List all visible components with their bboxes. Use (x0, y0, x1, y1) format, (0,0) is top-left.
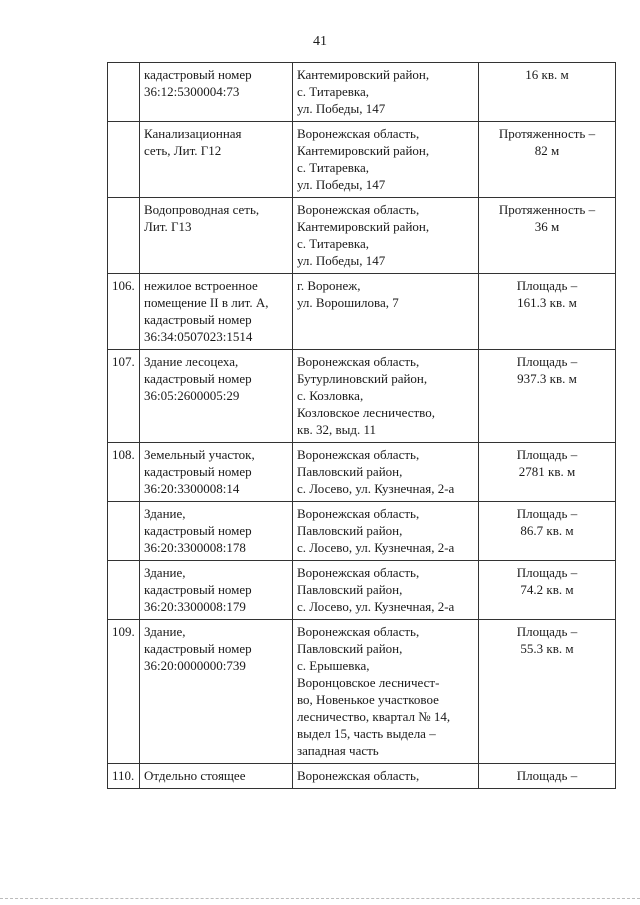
address-cell (293, 620, 479, 764)
area-line: 36 м (534, 219, 560, 234)
area-cell (479, 502, 616, 561)
area-cell (479, 620, 616, 764)
area-line: Площадь – (516, 506, 578, 521)
area-line: 86.7 кв. м (520, 523, 574, 538)
address-line: Воронежская область, (297, 565, 420, 580)
table-row (108, 561, 616, 620)
address-cell (293, 198, 479, 274)
object-line: Водопроводная сеть, (144, 202, 260, 217)
area-line: Площадь – (516, 354, 578, 369)
row-number-cell (108, 198, 140, 274)
address-line: Кантемировский район, (297, 219, 430, 234)
address-line: г. Воронеж, (297, 278, 361, 293)
row-number-cell (108, 561, 140, 620)
row-number-cell (108, 122, 140, 198)
address-line: Павловский район, (297, 464, 403, 479)
address-line: с. Лосево, ул. Кузнечная, 2-а (297, 540, 455, 555)
row-number-cell (108, 502, 140, 561)
scan-artifact-line (0, 898, 640, 900)
address-line: Воронежская область, (297, 202, 420, 217)
table-row (108, 620, 616, 764)
row-number-cell: 110. (108, 764, 140, 789)
object-cell (140, 764, 293, 789)
object-line: Канализационная (144, 126, 242, 141)
row-number-cell: 107. (108, 350, 140, 443)
row-number-cell: 109. (108, 620, 140, 764)
address-line: Воронежская область, (297, 506, 420, 521)
area-line: 16 кв. м (525, 67, 569, 82)
address-line: кв. 32, выд. 11 (297, 422, 376, 437)
area-line: Площадь – (516, 447, 578, 462)
address-cell (293, 764, 479, 789)
address-line: с. Лосево, ул. Кузнечная, 2-а (297, 481, 455, 496)
area-line: 82 м (534, 143, 560, 158)
object-line: кадастровый номер (144, 67, 252, 82)
address-line: Воронежская область, (297, 624, 420, 639)
page-number: 41 (313, 34, 327, 49)
object-cell (140, 274, 293, 350)
object-cell (140, 63, 293, 122)
table-row (108, 350, 616, 443)
address-line: ул. Победы, 147 (297, 177, 386, 192)
row-number-cell: 106. (108, 274, 140, 350)
area-line: Площадь – (516, 768, 578, 783)
address-line: с. Козловка, (297, 388, 364, 403)
object-line: нежилое встроенное (144, 278, 258, 293)
object-line: 36:12:5300004:73 (144, 84, 240, 99)
address-cell (293, 561, 479, 620)
object-line: кадастровый номер (144, 464, 252, 479)
address-line: ул. Ворошилова, 7 (297, 295, 399, 310)
area-line: Площадь – (516, 278, 578, 293)
area-cell (479, 443, 616, 502)
object-line: сеть, Лит. Г12 (144, 143, 222, 158)
object-cell (140, 620, 293, 764)
address-line: с. Лосево, ул. Кузнечная, 2-а (297, 599, 455, 614)
area-line: 937.3 кв. м (517, 371, 577, 386)
table-row (108, 198, 616, 274)
area-line: 74.2 кв. м (520, 582, 574, 597)
object-line: 36:34:0507023:1514 (144, 329, 253, 344)
object-cell (140, 350, 293, 443)
object-line: помещение II в лит. А, (144, 295, 269, 310)
address-line: с. Ерышевка, (297, 658, 370, 673)
table-row (108, 502, 616, 561)
address-line: с. Титаревка, (297, 160, 370, 175)
area-line: Площадь – (516, 624, 578, 639)
address-line: Воронежская область, (297, 447, 420, 462)
address-line: западная часть (297, 743, 379, 758)
address-line: с. Титаревка, (297, 84, 370, 99)
table-row (108, 274, 616, 350)
row-number-cell (108, 63, 140, 122)
address-line: Воронежская область, (297, 354, 420, 369)
address-cell (293, 274, 479, 350)
object-line: Земельный участок, (144, 447, 255, 462)
object-line: 36:20:3300008:14 (144, 481, 240, 496)
address-line: лесничество, квартал № 14, (297, 709, 451, 724)
address-line: Павловский район, (297, 523, 403, 538)
table-row (108, 764, 616, 789)
address-line: выдел 15, часть выдела – (297, 726, 436, 741)
object-line: Здание, (144, 565, 186, 580)
area-line: Протяженность – (498, 202, 596, 217)
address-cell (293, 443, 479, 502)
address-line: во, Новенькое участковое (297, 692, 439, 707)
address-cell (293, 63, 479, 122)
area-line: 2781 кв. м (518, 464, 576, 479)
object-line: Здание, (144, 624, 186, 639)
area-cell (479, 561, 616, 620)
row-number-cell: 108. (108, 443, 140, 502)
object-cell (140, 443, 293, 502)
address-cell (293, 502, 479, 561)
object-line: 36:20:0000000:739 (144, 658, 246, 673)
table-body (108, 63, 616, 789)
object-line: кадастровый номер (144, 641, 252, 656)
table-row (108, 443, 616, 502)
object-line: Отдельно стоящее (144, 768, 246, 783)
object-cell (140, 198, 293, 274)
address-line: ул. Победы, 147 (297, 253, 386, 268)
area-cell (479, 350, 616, 443)
address-line: ул. Победы, 147 (297, 101, 386, 116)
object-line: Здание, (144, 506, 186, 521)
area-cell (479, 764, 616, 789)
table-row (108, 63, 616, 122)
address-line: Козловское лесничество, (297, 405, 435, 420)
area-cell (479, 274, 616, 350)
object-line: кадастровый номер (144, 523, 252, 538)
object-line: Лит. Г13 (144, 219, 192, 234)
area-line: 161.3 кв. м (517, 295, 577, 310)
property-registry-table (107, 62, 616, 789)
area-cell (479, 122, 616, 198)
object-line: кадастровый номер (144, 312, 252, 327)
object-line: Здание лесоцеха, (144, 354, 239, 369)
table-row (108, 122, 616, 198)
object-cell (140, 561, 293, 620)
address-cell (293, 122, 479, 198)
object-line: 36:05:2600005:29 (144, 388, 240, 403)
area-line: 55.3 кв. м (520, 641, 574, 656)
area-cell (479, 63, 616, 122)
address-line: Кантемировский район, (297, 143, 430, 158)
object-line: кадастровый номер (144, 582, 252, 597)
address-line: Бутурлиновский район, (297, 371, 428, 386)
area-line: Площадь – (516, 565, 578, 580)
object-line: 36:20:3300008:179 (144, 599, 246, 614)
address-line: Воронежская область, (297, 768, 420, 783)
address-line: Воронежская область, (297, 126, 420, 141)
area-line: Протяженность – (498, 126, 596, 141)
object-cell (140, 502, 293, 561)
object-cell (140, 122, 293, 198)
area-cell (479, 198, 616, 274)
address-line: Павловский район, (297, 641, 403, 656)
address-line: Воронцовское лесничест- (297, 675, 440, 690)
object-line: 36:20:3300008:178 (144, 540, 246, 555)
address-line: Павловский район, (297, 582, 403, 597)
address-cell (293, 350, 479, 443)
object-line: кадастровый номер (144, 371, 252, 386)
address-line: с. Титаревка, (297, 236, 370, 251)
address-line: Кантемировский район, (297, 67, 430, 82)
